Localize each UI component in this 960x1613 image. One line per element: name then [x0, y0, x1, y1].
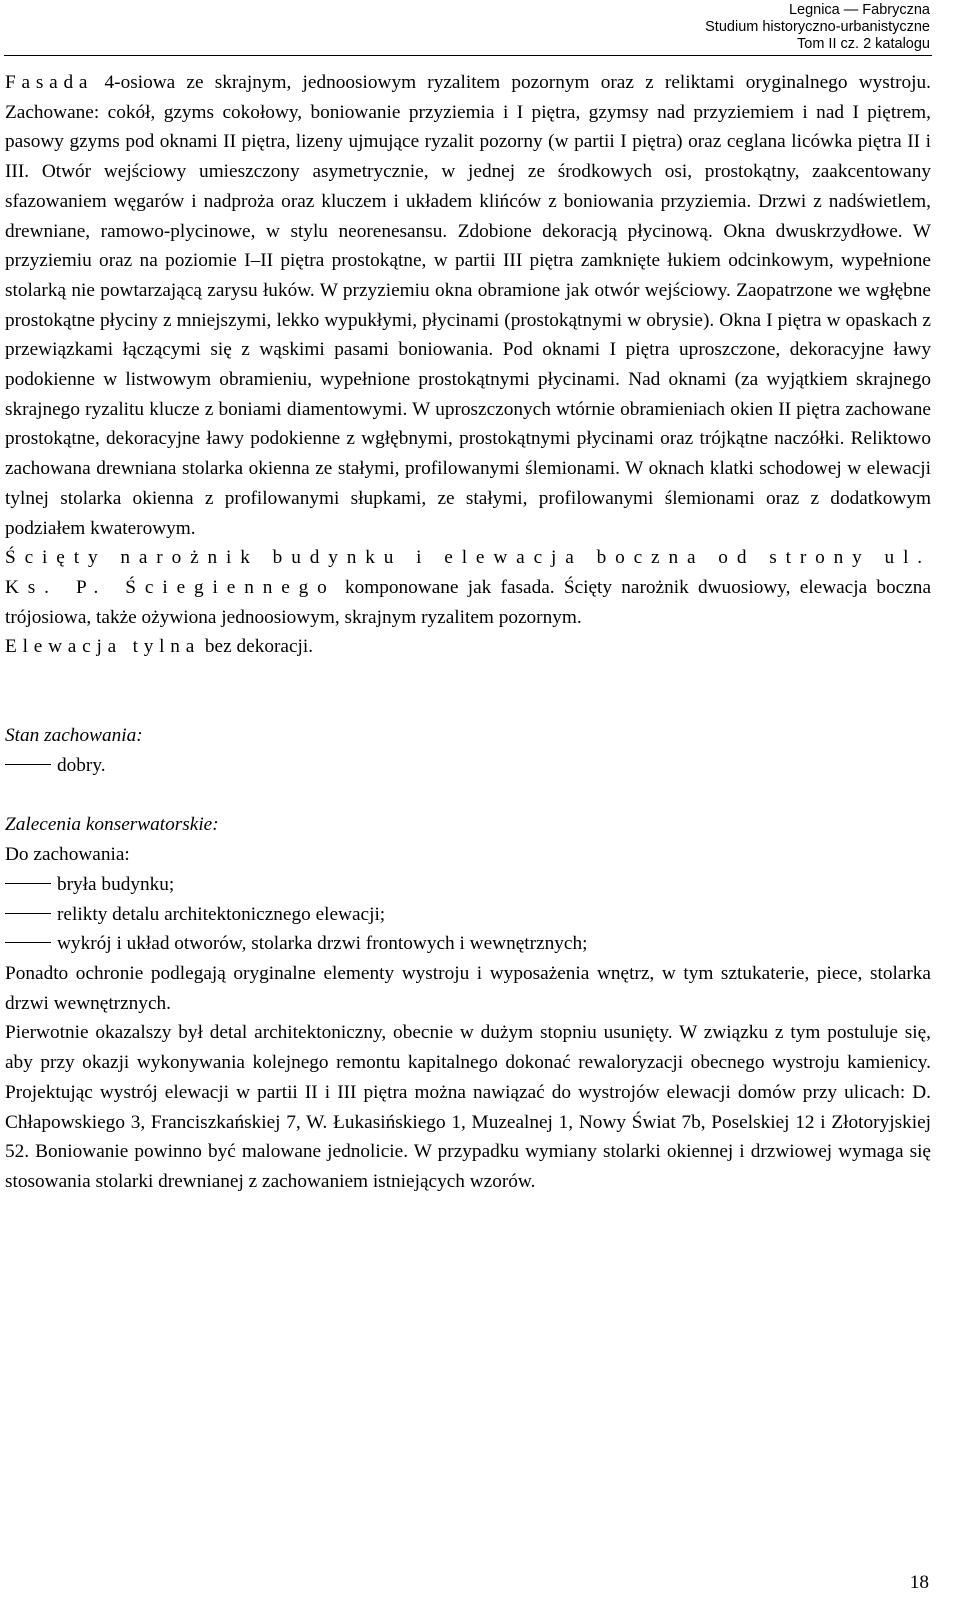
page-number: 18	[909, 1572, 929, 1593]
preserve-item	[5, 870, 931, 900]
corner-text: komponowane jak fasada. Ścięty narożnik dwuosiowy, elewacja boczna trójosiowa, także ożywiona jednoosiowym, skrajnym ryzalitem pozornym.	[5, 576, 931, 628]
header-divider	[4, 55, 932, 56]
header-locality: Legnica — Fabryczna	[788, 2, 930, 18]
dash-marker	[5, 913, 51, 914]
rear-text: bez dekoracji.	[200, 636, 314, 658]
facade-text: 4-osiowa ze skrajnym, jednoosiowym ryzalitem pozornym oraz z reliktami oryginalnego wystroju. Zachowane: cokół, gzyms cokołowy, boniowanie przyziemia i I piętra, gzymsy nad przyziemiem i nad I piętrem, pasowy gzyms pod oknami II piętra, lizeny ujmujące ryzalit pozorny (w partii I piętra) oraz ceglana licówka piętra II i III. Otwór wejściowy umieszczony asymetrycznie, w jednej ze środkowych osi, prostokątny, zaakcentowany sfazowaniem węgarów i nadproża oraz kluczem i układem klińców z boniowania przyziemia. Drzwi z nadświetlem, drewniane, ramowo-plycinowe, w stylu neorenesansu. Zdobione dekoracją płycinową. Okna dwuskrzydłowe. W przyziemiu oraz na poziomie I–II piętra prostokątne, w partii III piętra zamknięte łukiem odcinkowym, wypełnione stolarką nie powtarzającą zarysu łuków. W przyziemiu okna obramione jak otwór wejściowy. Zaopatrzone we wgłębne prostokątne płyciny z mniejszymi, lekko wypukłymi, płycinami (prostokątnymi w obrysie). Okna I piętra w opaskach z przewiązkami łączącymi się z wąskimi pasami boniowania. Pod oknami I piętra uproszczone, dekoracyjne ławy podokienne w listwowym obramieniu, wypełnione prostokątnymi płycinami. Nad oknami (za wyjątkiem skrajnego skrajnego ryzalitu klucze z boniami diamentowymi. W uproszczonych wtórnie obramieniach okien II piętra zachowane prostokątne, dekoracyjne ławy podokienne z wgłębnymi, prostokątnymi płycinami oraz trójkątne naczółki. Reliktowo zachowana drewniana stolarka okienna ze stałymi, profilowanymi ślemionami. W oknach klatki schodowej w elewacji tylnej stolarka okienna z profilowanymi słupkami, ze stałymi, profilowanymi ślemionami oraz z dodatkowym podziałem kwaterowym.	[5, 72, 931, 539]
corner-paragraph	[5, 543, 931, 632]
corner-label: Ścięty narożnik budynku i elewacja boczna od strony ul. Ks. P. Ściegiennego	[5, 547, 931, 598]
preserve-item	[5, 900, 931, 930]
condition-heading: Stan zachowania:	[5, 725, 143, 747]
page-header	[705, 2, 930, 53]
preserve-item	[5, 929, 931, 959]
rear-label: Elewacja tylna	[5, 636, 201, 658]
header-volume: Tom II cz. 2 katalogu	[797, 36, 930, 52]
preserve-item-text: relikty detalu architektonicznego elewacji;	[57, 903, 386, 925]
condition-item	[5, 751, 931, 781]
facade-label: Fasada	[5, 72, 94, 93]
header-study-title: Studium historyczno-urbanistyczne	[705, 19, 930, 35]
facade-paragraph	[5, 68, 931, 543]
preserve-item-text: bryła budynku;	[57, 873, 175, 895]
document-body	[5, 68, 931, 1197]
dash-marker	[5, 764, 51, 765]
preserve-label: Do zachowania:	[5, 844, 130, 866]
rear-paragraph	[5, 632, 931, 662]
condition-value: dobry.	[57, 754, 106, 776]
preserve-item-text: wykrój i układ otworów, stolarka drzwi frontowych i wewnętrznych;	[57, 933, 588, 955]
recommendations-heading: Zalecenia konserwatorskie:	[5, 814, 219, 836]
restoration-paragraph: Pierwotnie okazalszy był detal architektoniczny, obecnie w dużym stopniu usunięty. W związku z tym postuluje się, aby przy okazji wykonywania kolejnego remontu kapitalnego dokonać rewaloryzacji obecnego wystroju kamienicy. Projektując wystrój elewacji w partii II i III piętra można nawiązać do wystrojów elewacji domów przy ulicach: D. Chłapowskiego 3, Franciszkańskiej 7, W. Łukasińskiego 1, Muzealnej 1, Nowy Świat 7b, Poselskiej 12 i Złotoryjskiej 52. Boniowanie powinno być malowane jednolicie. W przypadku wymiany stolarki okiennej i drzwiowej wymaga się stosowania stolarki drewnianej z zachowaniem istniejących wzorów.	[5, 1022, 931, 1192]
protection-paragraph: Ponadto ochronie podlegają oryginalne elementy wystroju i wyposażenia wnętrz, w tym sztukaterie, piece, stolarka drzwi wewnętrznych.	[5, 962, 931, 1014]
dash-marker	[5, 942, 51, 943]
dash-marker	[5, 883, 51, 884]
